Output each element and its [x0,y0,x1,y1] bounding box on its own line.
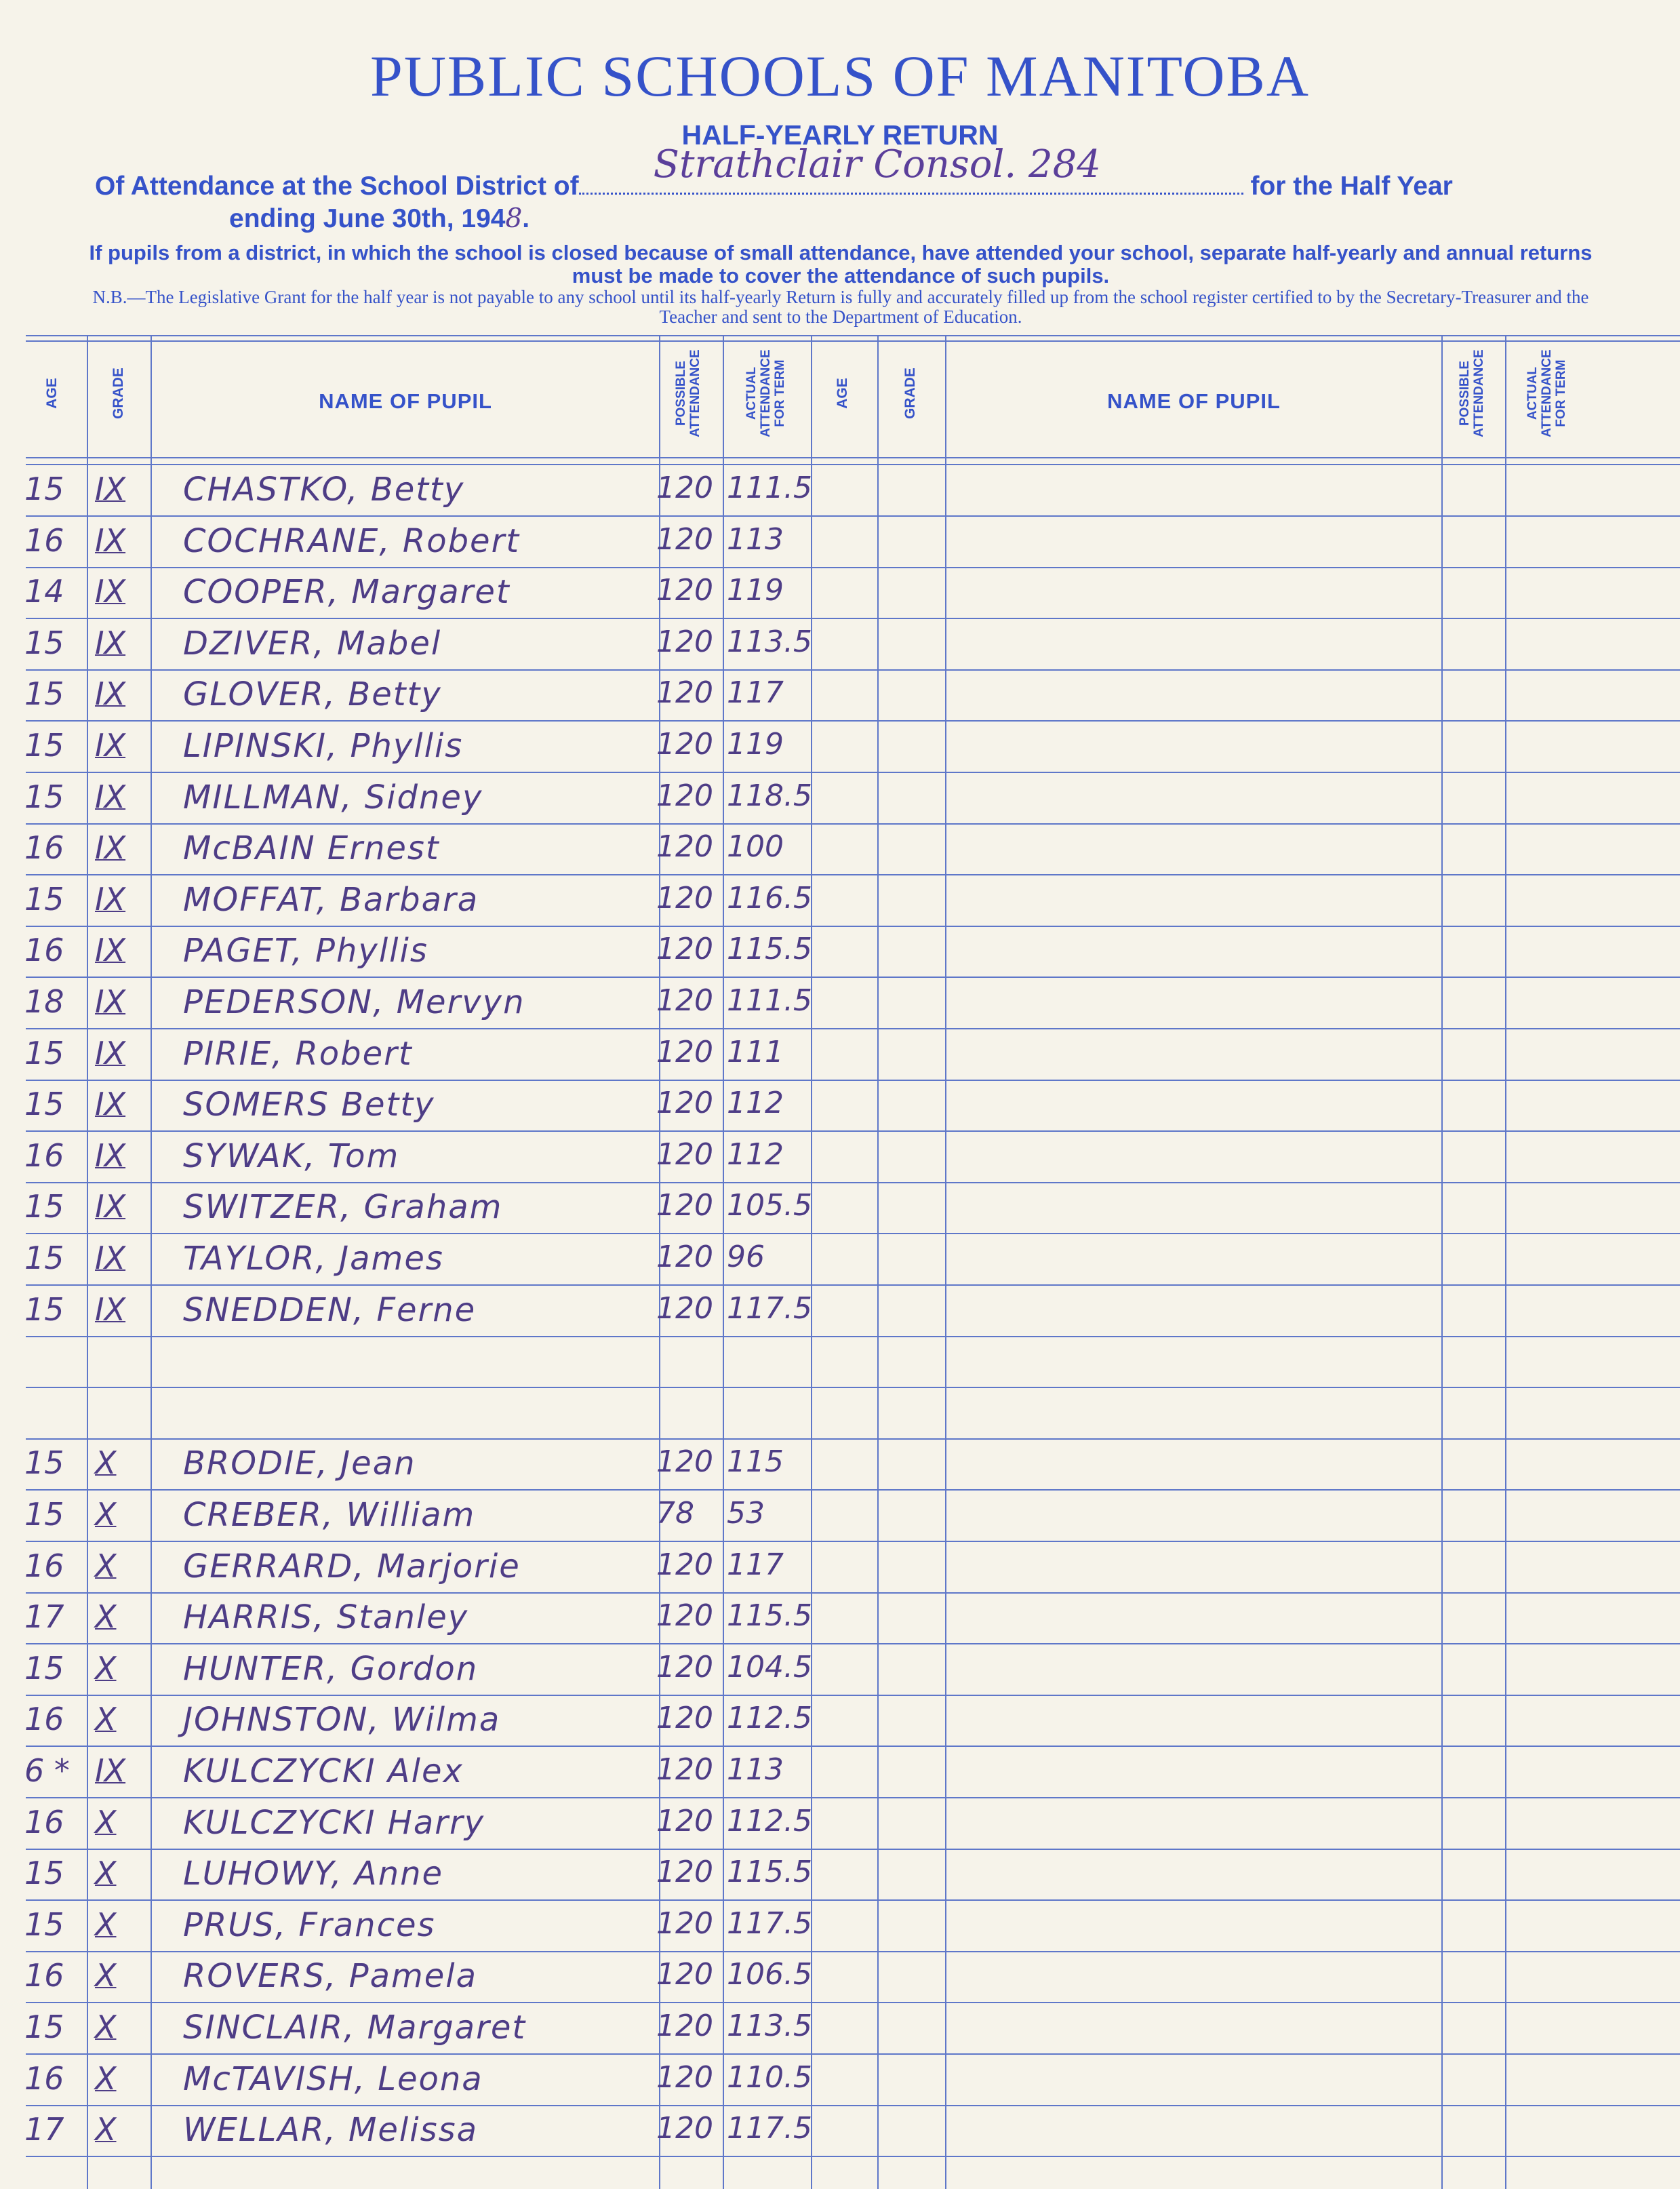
possible-attendance-cell[interactable]: 120 [656,1598,713,1633]
grade-cell[interactable]: IX [95,1752,126,1789]
age-cell[interactable]: 15 [24,727,64,764]
age-cell[interactable]: 15 [24,1291,64,1328]
age-cell[interactable]: 15 [24,778,64,815]
name-cell[interactable]: COOPER, Margaret [183,573,511,611]
possible-attendance-cell[interactable]: 78 [656,1496,694,1531]
note-legislative-grant: N.B.—The Legislative Grant for the half year is not payable to any school until its half-yearly Return is fully and accurately filled up from the school register certified to by the Secretary-Treasurer and the Teacher and sent to the Department of Education. [92,287,1589,327]
age-cell[interactable]: 18 [24,983,64,1020]
table-row [0,1644,1680,1696]
actual-attendance-cell[interactable]: 111.5 [727,471,812,505]
actual-attendance-cell[interactable]: 110.5 [727,2060,812,2095]
grade-cell[interactable]: IX [95,778,126,815]
grade-cell[interactable]: IX [95,983,126,1020]
actual-attendance-cell[interactable]: 112 [727,1137,784,1172]
grade-cell[interactable]: IX [95,1291,126,1328]
col-header-possible: POSSIBLE ATTENDANCE [674,349,702,437]
table-row [0,1491,1680,1542]
actual-attendance-cell[interactable]: 104.5 [727,1650,812,1684]
actual-attendance-cell[interactable]: 117.5 [727,2111,812,2146]
table-row [0,1952,1680,2003]
name-cell[interactable]: SWITZER, Graham [183,1188,503,1226]
possible-attendance-cell[interactable]: 120 [656,932,713,966]
table-row [0,773,1680,825]
name-cell[interactable]: WELLAR, Melissa [183,2111,479,2149]
grade-cell[interactable]: IX [95,881,126,918]
grade-cell[interactable]: X [95,1650,117,1687]
actual-attendance-cell[interactable]: 111.5 [727,983,812,1018]
possible-attendance-cell[interactable]: 120 [656,1137,713,1172]
possible-attendance-cell[interactable]: 120 [656,983,713,1018]
name-cell[interactable]: KULCZYCKI Harry [183,1804,485,1842]
possible-attendance-cell[interactable]: 120 [656,1444,713,1479]
name-cell[interactable]: HUNTER, Gordon [183,1650,479,1688]
name-cell[interactable]: DZIVER, Mabel [183,625,442,663]
actual-attendance-cell[interactable]: 117.5 [727,1906,812,1941]
grade-cell[interactable]: X [95,1906,117,1943]
col-header-actual: ACTUAL ATTENDANCE FOR TERM [744,349,787,437]
possible-attendance-cell[interactable]: 120 [656,625,713,659]
possible-attendance-cell[interactable]: 120 [656,2009,713,2043]
age-cell[interactable]: 16 [24,932,64,968]
possible-attendance-cell[interactable]: 120 [656,471,713,505]
actual-attendance-cell[interactable]: 96 [727,1240,765,1274]
actual-attendance-cell[interactable]: 115.5 [727,932,812,966]
grade-cell[interactable]: X [95,2111,117,2148]
possible-attendance-cell[interactable]: 120 [656,522,713,557]
age-cell[interactable]: 16 [24,1804,64,1840]
grade-cell[interactable]: IX [95,932,126,968]
note-separate-returns: If pupils from a district, in which the school is closed because of small attendance, have attended your school, separate half-yearly and annual returns must be made to cover the attendance of such pupils. [89,241,1593,288]
possible-attendance-cell[interactable]: 120 [656,1240,713,1274]
district-field[interactable] [579,142,1243,195]
table-row [0,2055,1680,2106]
grade-cell[interactable]: IX [95,829,126,866]
name-cell[interactable]: LUHOWY, Anne [183,1855,444,1893]
table-row [0,465,1680,517]
actual-attendance-cell[interactable]: 115.5 [727,1855,812,1889]
header-bottom-rule [26,457,1680,458]
age-cell[interactable]: 17 [24,2111,64,2148]
grade-cell[interactable]: X [95,1804,117,1840]
col-header-actual-2: ACTUAL ATTENDANCE FOR TERM [1525,349,1568,437]
name-cell[interactable]: SINCLAIR, Margaret [183,2009,527,2047]
possible-attendance-cell[interactable]: 120 [656,829,713,864]
actual-attendance-cell[interactable]: 117.5 [727,1291,812,1326]
age-cell[interactable]: 15 [24,471,64,507]
grade-cell[interactable]: IX [95,625,126,661]
age-cell[interactable]: 15 [24,1855,64,1891]
possible-attendance-cell[interactable]: 120 [656,727,713,762]
table-row [0,619,1680,671]
grade-cell[interactable]: IX [95,727,126,764]
period-suffix: . [522,204,530,233]
age-cell[interactable]: 6 * [24,1752,70,1789]
table-row [0,1747,1680,1798]
table-row [0,670,1680,722]
period-prefix: ending June 30th, 194 [229,204,506,233]
actual-attendance-cell[interactable]: 100 [727,829,784,864]
possible-attendance-cell[interactable]: 120 [656,675,713,710]
table-row [0,722,1680,773]
table-row [0,1439,1680,1491]
grade-cell[interactable]: IX [95,1188,126,1225]
table-row [0,1234,1680,1286]
grade-cell[interactable]: IX [95,1086,126,1122]
age-cell[interactable]: 15 [24,1650,64,1687]
name-cell[interactable]: MILLMAN, Sidney [183,778,483,816]
name-cell[interactable]: McBAIN Ernest [183,829,440,867]
table-row [0,1901,1680,1952]
possible-attendance-cell[interactable]: 120 [656,881,713,915]
age-cell[interactable]: 16 [24,522,64,559]
age-cell[interactable]: 15 [24,1496,64,1533]
col-header-possible-2: POSSIBLE ATTENDANCE [1458,349,1486,437]
actual-attendance-cell[interactable]: 113 [727,522,784,557]
possible-attendance-cell[interactable]: 120 [656,573,713,608]
table-row [0,2003,1680,2055]
table-row [0,1798,1680,1850]
grade-cell[interactable]: X [95,1957,117,1994]
grade-cell[interactable]: IX [95,522,126,559]
name-cell[interactable]: KULCZYCKI Alex [183,1752,464,1790]
actual-attendance-cell[interactable]: 119 [727,727,784,762]
page-title: PUBLIC SCHOOLS OF MANITOBA [369,43,1310,109]
table-row [0,1132,1680,1183]
col-header-name: NAME OF PUPIL [319,389,492,413]
name-cell[interactable]: McTAVISH, Leona [183,2060,483,2098]
actual-attendance-cell[interactable]: 115.5 [727,1598,812,1633]
col-header-age: AGE [44,378,60,409]
table-row [0,1593,1680,1644]
possible-attendance-cell[interactable]: 120 [656,778,713,813]
name-cell[interactable]: ROVERS, Pamela [183,1957,478,1995]
name-cell[interactable]: PIRIE, Robert [183,1035,413,1073]
table-row [0,517,1680,568]
table-row [0,2106,1680,2157]
grade-cell[interactable]: X [95,1598,117,1635]
age-cell[interactable]: 16 [24,2060,64,2097]
age-cell[interactable]: 15 [24,1035,64,1071]
table-row [0,1183,1680,1234]
grade-cell[interactable]: IX [95,1035,126,1071]
table-top-rule-2 [26,340,1680,342]
possible-attendance-cell[interactable]: 120 [656,1804,713,1838]
actual-attendance-cell[interactable]: 113.5 [727,625,812,659]
actual-attendance-cell[interactable]: 53 [727,1496,765,1531]
name-cell[interactable]: HARRIS, Stanley [183,1598,469,1636]
possible-attendance-cell[interactable]: 120 [656,1291,713,1326]
name-cell[interactable]: TAYLOR, James [183,1240,444,1278]
age-cell[interactable]: 16 [24,1137,64,1174]
possible-attendance-cell[interactable]: 120 [656,1035,713,1069]
age-cell[interactable]: 15 [24,2009,64,2045]
table-row [0,926,1680,978]
actual-attendance-cell[interactable]: 113.5 [727,2009,812,2043]
table-row [0,1542,1680,1594]
table-row [0,978,1680,1029]
age-cell[interactable]: 15 [24,1906,64,1943]
age-cell[interactable]: 16 [24,1701,64,1737]
age-cell[interactable]: 15 [24,675,64,712]
possible-attendance-cell[interactable]: 120 [656,1906,713,1941]
table-row [0,1695,1680,1747]
possible-attendance-cell[interactable]: 120 [656,1752,713,1787]
col-header-grade: GRADE [111,368,126,419]
table-row [0,1080,1680,1132]
age-cell[interactable]: 15 [24,881,64,918]
actual-attendance-cell[interactable]: 117 [727,1547,784,1582]
possible-attendance-cell[interactable]: 120 [656,2060,713,2095]
grade-cell[interactable]: X [95,2009,117,2045]
name-cell[interactable]: GLOVER, Betty [183,675,442,713]
actual-attendance-cell[interactable]: 117 [727,675,784,710]
name-cell[interactable]: JOHNSTON, Wilma [183,1701,501,1739]
table-row [0,1286,1680,1337]
grade-cell[interactable]: X [95,1496,117,1533]
name-cell[interactable]: GERRARD, Marjorie [183,1547,521,1585]
grade-cell[interactable]: IX [95,1240,126,1276]
possible-attendance-cell[interactable]: 120 [656,1650,713,1684]
col-header-age-2: AGE [835,378,850,409]
district-line [95,142,1453,201]
grade-cell[interactable]: X [95,1701,117,1737]
name-cell[interactable]: COCHRANE, Robert [183,522,521,560]
district-prefix: Of Attendance at the School District of [95,172,579,201]
actual-attendance-cell[interactable]: 119 [727,573,784,608]
name-cell[interactable]: MOFFAT, Barbara [183,881,479,919]
name-cell[interactable]: BRODIE, Jean [183,1444,416,1482]
age-cell[interactable]: 14 [24,573,64,610]
table-row [0,1388,1680,1440]
name-cell[interactable]: CREBER, William [183,1496,476,1534]
table-row [0,824,1680,875]
age-cell[interactable]: 15 [24,1086,64,1122]
table-row [0,875,1680,927]
grade-cell[interactable]: X [95,1547,117,1584]
actual-attendance-cell[interactable]: 116.5 [727,881,812,915]
actual-attendance-cell[interactable]: 112 [727,1086,784,1120]
age-cell[interactable]: 15 [24,1188,64,1225]
name-cell[interactable]: PEDERSON, Mervyn [183,983,525,1021]
year-digit[interactable]: 8 [505,203,523,234]
name-cell[interactable]: SYWAK, Tom [183,1137,400,1175]
actual-attendance-cell[interactable]: 112.5 [727,1804,812,1838]
actual-attendance-cell[interactable]: 115 [727,1444,784,1479]
actual-attendance-cell[interactable]: 113 [727,1752,784,1787]
age-cell[interactable]: 15 [24,1240,64,1276]
grade-cell[interactable]: X [95,1444,117,1481]
possible-attendance-cell[interactable]: 120 [656,1957,713,1992]
name-cell[interactable]: PAGET, Phyllis [183,932,428,970]
page-subtitle: HALF-YEARLY RETURN [681,119,999,151]
grade-cell[interactable]: X [95,2060,117,2097]
possible-attendance-cell[interactable]: 120 [656,1086,713,1120]
grade-cell[interactable]: X [95,1855,117,1891]
actual-attendance-cell[interactable]: 111 [727,1035,784,1069]
actual-attendance-cell[interactable]: 105.5 [727,1188,812,1223]
row-rule [26,2156,1680,2157]
age-cell[interactable]: 15 [24,625,64,661]
table-row [0,1849,1680,1901]
possible-attendance-cell[interactable]: 120 [656,1547,713,1582]
age-cell[interactable]: 16 [24,1957,64,1994]
grade-cell[interactable]: IX [95,1137,126,1174]
table-row [0,568,1680,619]
actual-attendance-cell[interactable]: 118.5 [727,778,812,813]
possible-attendance-cell[interactable]: 120 [656,1701,713,1735]
actual-attendance-cell[interactable]: 106.5 [727,1957,812,1992]
col-header-grade-2: GRADE [902,368,918,419]
col-header-name-2: NAME OF PUPIL [1107,389,1281,413]
possible-attendance-cell[interactable]: 120 [656,2111,713,2146]
name-cell[interactable]: CHASTKO, Betty [183,471,465,509]
grade-cell[interactable]: IX [95,573,126,610]
age-cell[interactable]: 15 [24,1444,64,1481]
grade-cell[interactable]: IX [95,471,126,507]
table-row [0,1029,1680,1081]
possible-attendance-cell[interactable]: 120 [656,1855,713,1889]
actual-attendance-cell[interactable]: 112.5 [727,1701,812,1735]
district-value: Strathclair Consol. 284 [653,142,1101,186]
table-row [0,1337,1680,1388]
age-cell[interactable]: 16 [24,1547,64,1584]
possible-attendance-cell[interactable]: 120 [656,1188,713,1223]
name-cell[interactable]: SNEDDEN, Ferne [183,1291,477,1329]
period-line [229,203,529,234]
table-top-rule [26,335,1680,336]
name-cell[interactable]: LIPINSKI, Phyllis [183,727,464,765]
grade-cell[interactable]: IX [95,675,126,712]
age-cell[interactable]: 16 [24,829,64,866]
name-cell[interactable]: SOMERS Betty [183,1086,435,1124]
age-cell[interactable]: 17 [24,1598,64,1635]
district-suffix: for the Half Year [1250,172,1453,201]
name-cell[interactable]: PRUS, Frances [183,1906,436,1944]
